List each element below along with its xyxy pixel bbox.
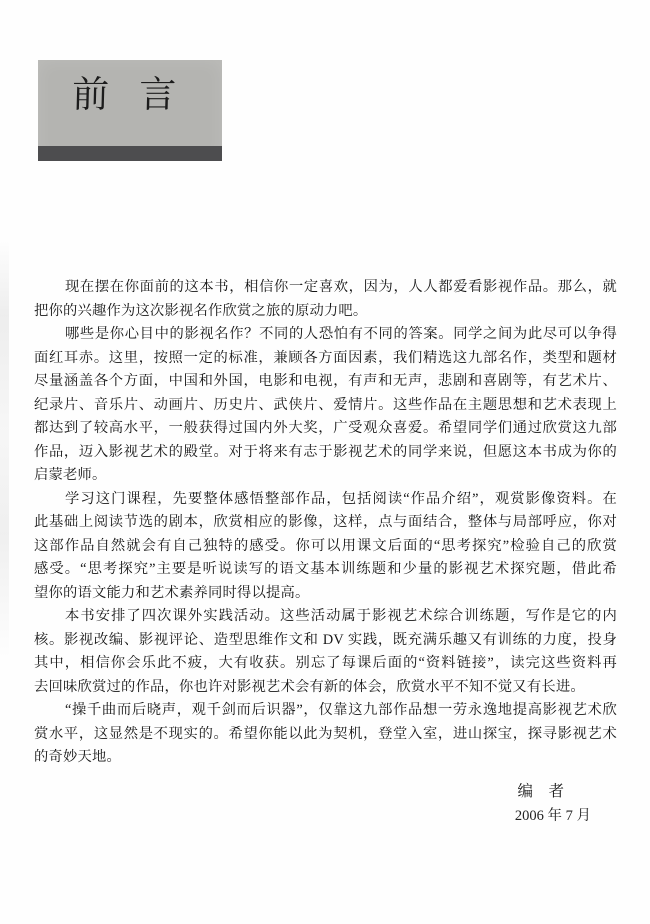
paragraph-2 xyxy=(34,323,617,488)
text-line: 尽量涵盖各个方面，中国和外国，电影和电视，有声和无声，悲剧和喜剧等，有艺术片、 xyxy=(34,373,617,389)
text-line: 面红耳赤。这里，按照一定的标准，兼顾各方面因素，我们精选这九部名作，类型和题材 xyxy=(34,349,617,366)
title-char-qian: 前 xyxy=(71,75,110,116)
text-line: “操千曲而后晓声，观千剑而后识器”，仅靠这九部作品想一劳永逸地提高影视艺术欣 xyxy=(65,702,617,718)
text-line: 赏水平，这显然是不现实的。希望你能以此为契机，登堂入室，进山探宝，探寻影视艺术 xyxy=(34,725,617,742)
text-line: 都达到了较高水平，一般获得过国内外大奖，广受观众喜爱。希望同学们通过欣赏这九部 xyxy=(34,420,617,436)
text-line: 的奇妙天地。 xyxy=(34,749,121,765)
text-line: 现在摆在你面前的这本书，相信你一定喜欢，因为，人人都爱看影视作品。那么，就 xyxy=(65,279,617,295)
paragraph-1 xyxy=(34,276,617,323)
text-line: 学习这门课程，先要整体感悟整部作品，包括阅读“作品介绍”，观赏影像资料。在 xyxy=(65,490,617,507)
text-line: 核。影视改编、影视评论、造型思维作文和 DV 实践，既充满乐趣又有训练的力度，投身 xyxy=(34,631,617,648)
text-line: 其中，相信你会乐此不疲，大有收获。别忘了每课后面的“资料链接”，读完这些资料再 xyxy=(34,655,617,671)
paragraph-5 xyxy=(34,699,617,770)
text-line: 哪些是你心目中的影视名作？不同的人恐怕有不同的答案。同学之间为此尽可以争得 xyxy=(65,326,617,342)
text-line: 纪录片、音乐片、动画片、历史片、武侠片、爱情片。这些作品在主题思想和艺术表现上 xyxy=(34,396,617,413)
text-line: 作品，迈入影视艺术的殿堂。对于将来有志于影视艺术的同学来说，但愿这本书成为你的 xyxy=(34,443,617,460)
text-line: 本书安排了四次课外实践活动。这些活动属于影视艺术综合训练题，写作是它的内 xyxy=(65,608,617,624)
text-line: 望你的语文能力和艺术素养同时得以提高。 xyxy=(34,584,310,601)
signature-date: 2006 年 7 月 xyxy=(514,808,591,824)
text-line: 感受。“思考探究”主要是听说读写的语文基本训练题和少量的影视艺术探究题，借此希 xyxy=(34,561,617,577)
signature-author: 编 者 xyxy=(517,783,564,800)
preface-header-block xyxy=(38,60,222,161)
text-line: 把你的兴趣作为这次影视名作欣赏之旅的原动力吧。 xyxy=(34,302,368,319)
text-line: 此基础上阅读节选的剧本，欣赏相应的影像，这样，点与面结合，整体与局部呼应，你对 xyxy=(34,514,617,530)
title-underline-bar xyxy=(38,146,222,161)
text-line: 这部作品自然就会有自己独特的感受。你可以用课文后面的“思考探究”检验自己的欣赏 xyxy=(34,537,617,554)
preface-title xyxy=(38,75,222,117)
title-char-yan: 言 xyxy=(138,75,177,116)
paragraph-3 xyxy=(34,488,617,606)
text-line: 去回味欣赏过的作品，你也许对影视艺术会有新的体会，欣赏水平不知不觉又有长进。 xyxy=(34,678,585,695)
preface-body xyxy=(34,276,617,770)
text-line: 启蒙老师。 xyxy=(34,467,107,483)
paragraph-4 xyxy=(34,605,617,699)
scan-noise-left-edge xyxy=(0,240,9,660)
